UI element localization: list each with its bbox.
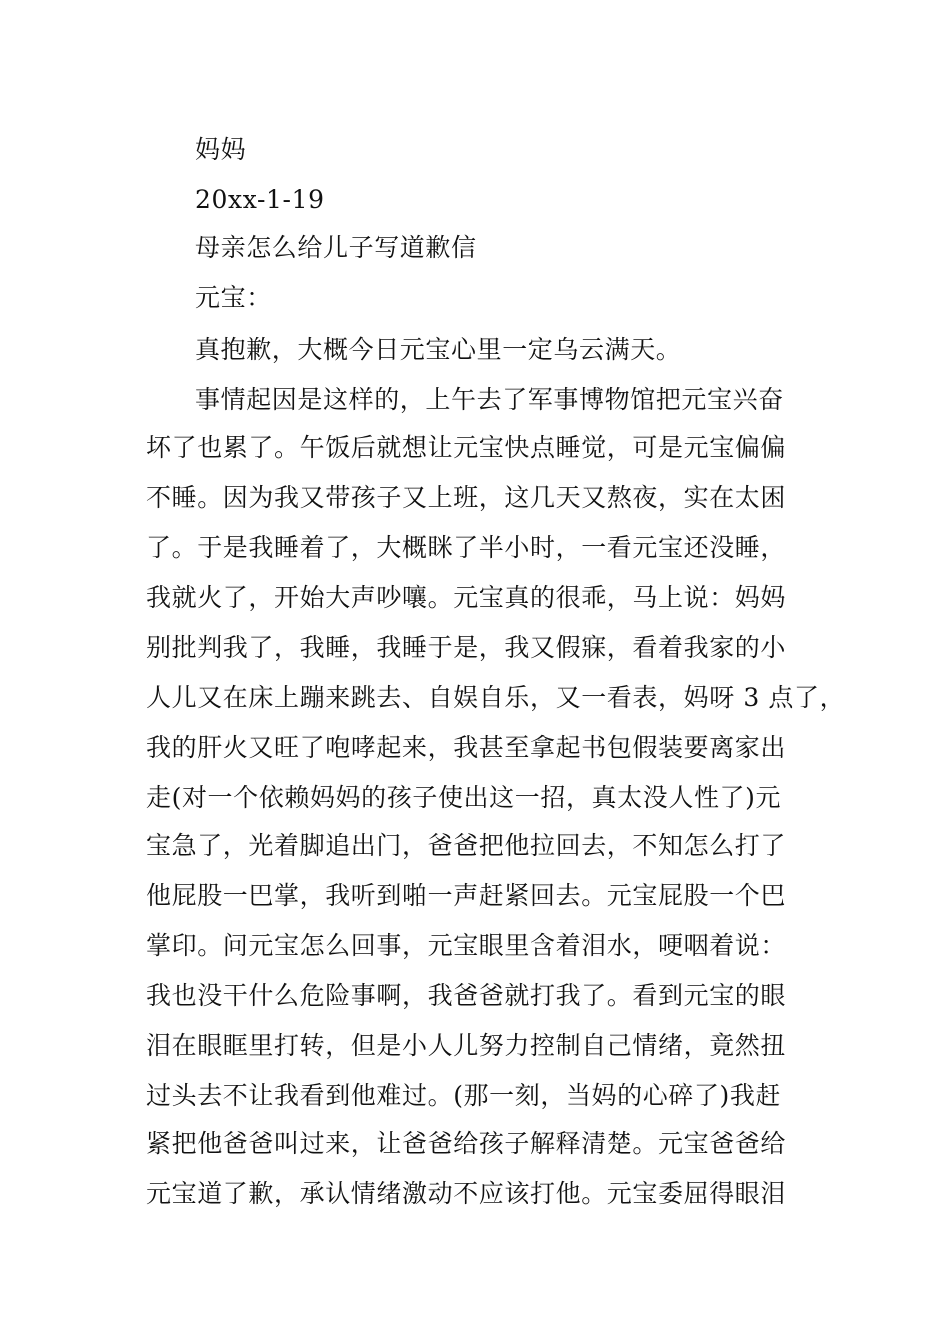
salutation: 元宝：	[195, 283, 272, 312]
paragraph-line: 泪在眼眶里打转，但是小人儿努力控制自己情绪，竟然扭	[146, 1031, 787, 1060]
paragraph-line: 我也没干什么危险事啊，我爸爸就打我了。看到元宝的眼	[146, 981, 787, 1010]
paragraph-line: 不睡。因为我又带孩子又上班，这几天又熬夜，实在太困	[146, 483, 787, 512]
paragraph-line: 别批判我了，我睡，我睡于是，我又假寐，看着我家的小	[146, 633, 787, 662]
paragraph-line: 事情起因是这样的，上午去了军事博物馆把元宝兴奋	[195, 385, 784, 414]
paragraph-line: 坏了也累了。午饭后就想让元宝快点睡觉，可是元宝偏偏	[146, 433, 787, 462]
paragraph-line: 人儿又在床上蹦来跳去、自娱自乐，又一看表，妈呀 3 点了，	[146, 683, 846, 712]
date: 20xx-1-19	[195, 185, 325, 214]
signature: 妈妈	[195, 135, 247, 164]
paragraph-line: 掌印。问元宝怎么回事，元宝眼里含着泪水，哽咽着说：	[146, 931, 787, 960]
paragraph-line: 我就火了，开始大声吵嚷。元宝真的很乖，马上说：妈妈	[146, 583, 787, 612]
paragraph-line: 宝急了，光着脚追出门，爸爸把他拉回去，不知怎么打了	[146, 831, 787, 860]
paragraph-line: 了。于是我睡着了，大概眯了半小时，一看元宝还没睡，	[146, 533, 787, 562]
opening-line: 真抱歉，大概今日元宝心里一定乌云满天。	[195, 335, 682, 364]
paragraph-line: 元宝道了歉，承认情绪激动不应该打他。元宝委屈得眼泪	[146, 1179, 787, 1208]
paragraph-line: 紧把他爸爸叫过来，让爸爸给孩子解释清楚。元宝爸爸给	[146, 1129, 787, 1158]
paragraph-line: 走(对一个依赖妈妈的孩子使出这一招，真太没人性了)元	[146, 783, 782, 812]
paragraph-line: 他屁股一巴掌，我听到啪一声赶紧回去。元宝屁股一个巴	[146, 881, 787, 910]
paragraph-line: 我的肝火又旺了咆哮起来，我甚至拿起书包假装要离家出	[146, 733, 787, 762]
paragraph-line: 过头去不让我看到他难过。(那一刻，当妈的心碎了)我赶	[146, 1081, 782, 1110]
heading: 母亲怎么给儿子写道歉信	[195, 233, 477, 262]
